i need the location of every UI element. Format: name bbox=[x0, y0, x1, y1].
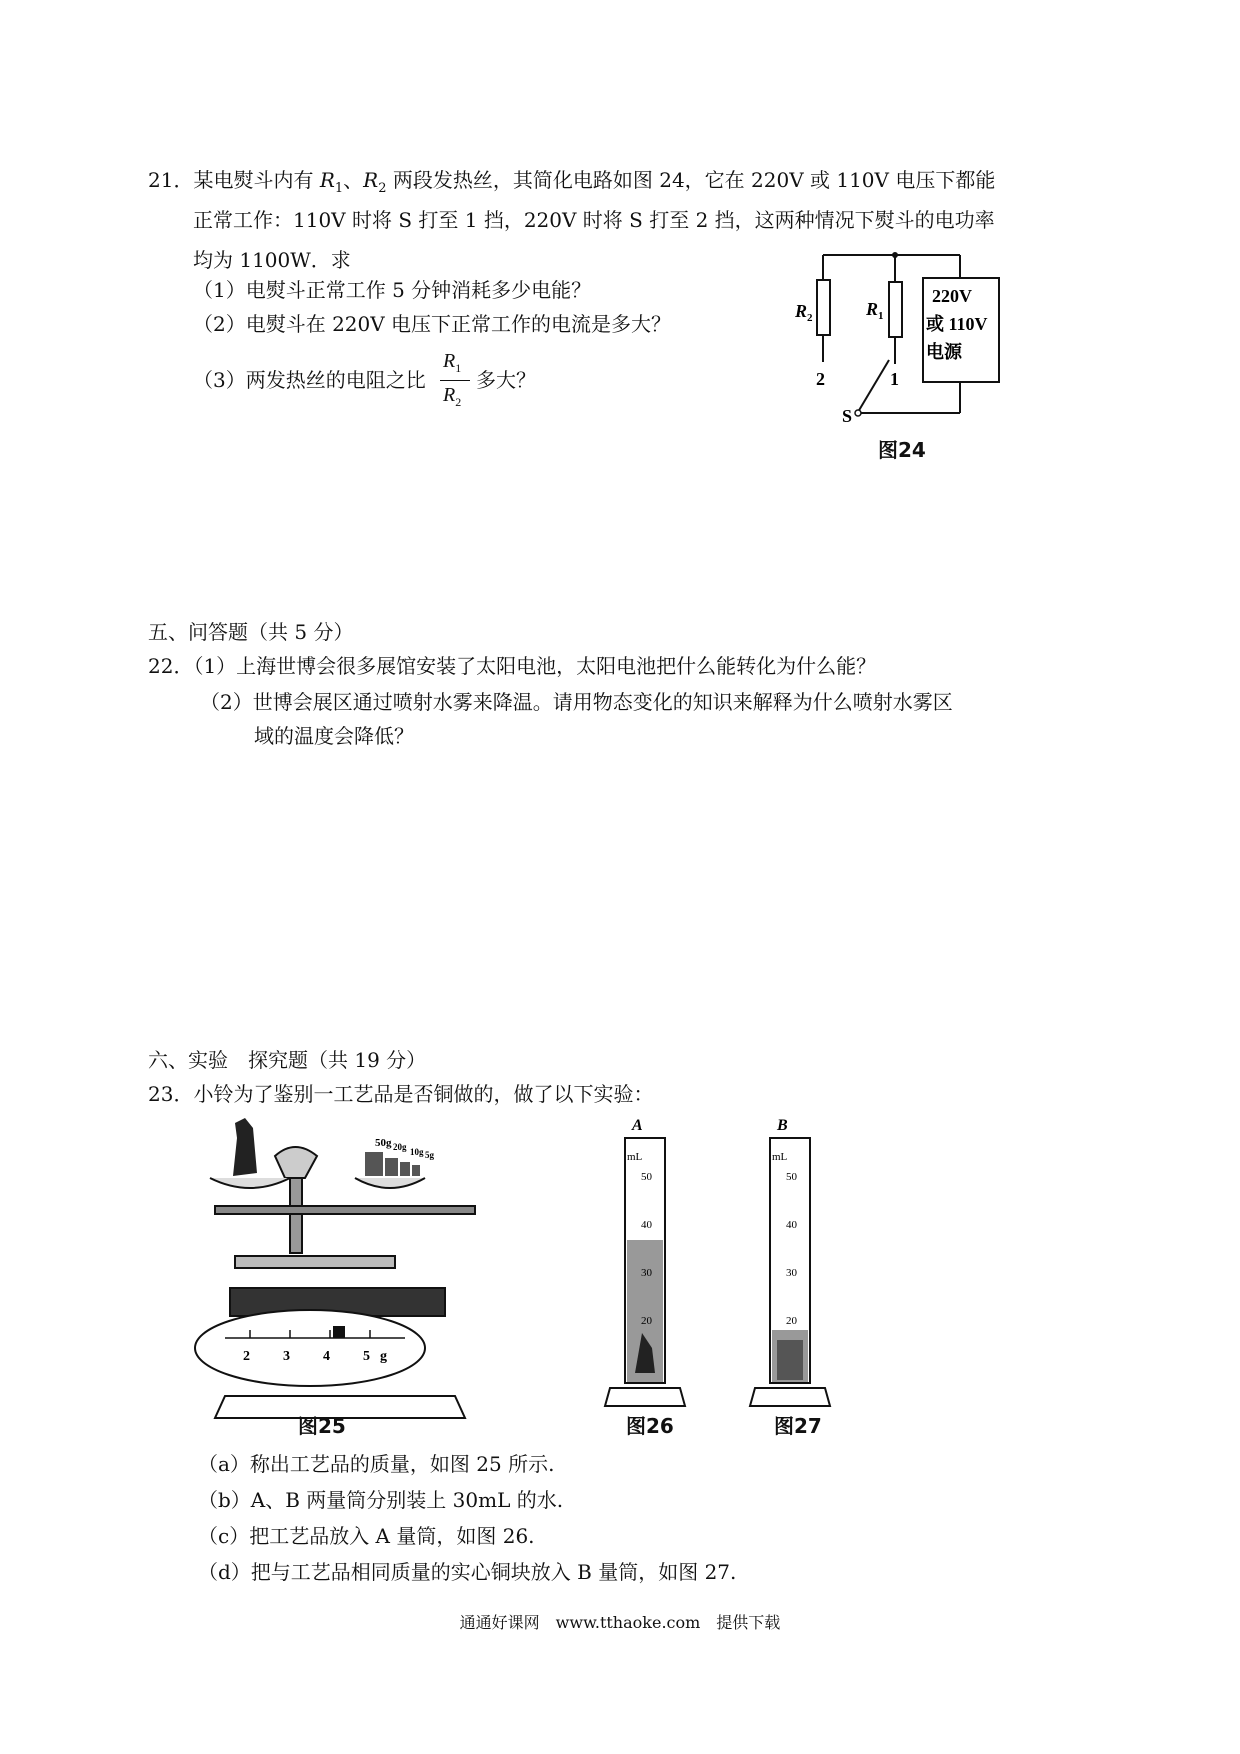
weight-50g bbox=[365, 1152, 383, 1176]
q22-line3: 域的温度会降低？ bbox=[254, 724, 414, 748]
cylinder-a-fig26 bbox=[600, 1118, 690, 1408]
cylinder-b-tick-20: 20 bbox=[786, 1315, 797, 1327]
step-d: （d）把与工艺品相同质量的实心铜块放入 B 量筒，如图 27. bbox=[198, 1560, 737, 1584]
q21-sub-q3-pre: （3）两发热丝的电阻之比 bbox=[193, 368, 426, 392]
cylinder-b-tick-50: 50 bbox=[786, 1171, 797, 1183]
source-text-110v: 或 110V bbox=[926, 314, 988, 334]
cylinder-b-tick-30: 30 bbox=[786, 1267, 797, 1279]
fig26-caption: 图26 bbox=[626, 1414, 674, 1438]
q22-line2: （2）世博会展区通过喷射水雾来降温。请用物态变化的知识来解释为什么喷射水雾区 bbox=[200, 690, 953, 714]
artwork-figurine bbox=[233, 1118, 257, 1176]
label-r2: $R_2$ bbox=[795, 301, 813, 324]
q21-line1: 21．某电熨斗内有 $R_1$、$R_2$ 两段发热丝，其简化电路如图 24，它在 220V 或 110V 电压下都能 bbox=[148, 168, 996, 196]
q22-line1: 22．（1）上海世博会很多展馆安装了太阳电池，太阳电池把什么能转化为什么能？ bbox=[148, 654, 877, 678]
balance-beam bbox=[215, 1206, 475, 1214]
terminal-1: 1 bbox=[890, 369, 899, 389]
cylinder-a-unit: mL bbox=[627, 1151, 643, 1163]
q21-sub-q3-post: 多大？ bbox=[476, 368, 536, 392]
label-r1: $R_1$ bbox=[866, 299, 884, 322]
switch-blade bbox=[858, 360, 889, 412]
scale-zoom-ellipse bbox=[195, 1310, 425, 1386]
fraction-bar bbox=[440, 380, 470, 381]
weight-20g bbox=[385, 1158, 398, 1176]
source-text-220v: 220V bbox=[932, 286, 972, 306]
pointer-head bbox=[275, 1147, 317, 1178]
section6-title: 六、实验 探究题（共 19 分） bbox=[148, 1048, 427, 1072]
cylinder-a-base bbox=[605, 1388, 685, 1406]
cylinder-a-tick-20: 20 bbox=[641, 1315, 652, 1327]
fraction-numerator: $R_1$ bbox=[443, 350, 462, 375]
step-c: （c）把工艺品放入 A 量筒，如图 26. bbox=[198, 1524, 535, 1548]
step-a: （a）称出工艺品的质量，如图 25 所示. bbox=[198, 1452, 555, 1476]
cylinder-b-label: B bbox=[777, 1117, 788, 1134]
right-pan bbox=[355, 1178, 425, 1188]
cylinder-b-unit: mL bbox=[772, 1151, 788, 1163]
q21-sub-q2: （2）电熨斗在 220V 电压下正常工作的电流是多大？ bbox=[193, 312, 672, 336]
terminal-2: 2 bbox=[816, 369, 825, 389]
rider bbox=[333, 1326, 345, 1338]
circuit-diagram-fig24 bbox=[790, 250, 988, 426]
scale-4: 4 bbox=[323, 1349, 330, 1364]
fraction-denominator: $R_2$ bbox=[443, 384, 462, 409]
weight-5g bbox=[412, 1165, 420, 1176]
weight-label-20g: 20g bbox=[393, 1142, 407, 1152]
weight-10g bbox=[400, 1162, 410, 1176]
q23-intro: 23．小铃为了鉴别一工艺品是否铜做的，做了以下实验： bbox=[148, 1082, 654, 1106]
scale-3: 3 bbox=[283, 1349, 290, 1364]
cylinder-a-tick-50: 50 bbox=[641, 1171, 652, 1183]
cylinder-b-tick-40: 40 bbox=[786, 1219, 797, 1231]
junction-dot bbox=[892, 252, 898, 258]
q21-line2: 正常工作：110V 时将 S 打至 1 挡，220V 时将 S 打至 2 挡，这两种情况下熨斗的电功率 bbox=[193, 208, 995, 232]
cylinder-a-tick-30: 30 bbox=[641, 1267, 652, 1279]
scale-unit: g bbox=[380, 1349, 387, 1364]
step-b: （b）A、B 两量筒分别装上 30mL 的水. bbox=[198, 1488, 564, 1512]
source-text-label: 电源 bbox=[926, 342, 962, 362]
switch-label: S bbox=[842, 406, 853, 426]
balance-fig25 bbox=[205, 1118, 465, 1408]
cylinder-b-base bbox=[750, 1388, 830, 1406]
page-footer: 通通好课网 www.tthaoke.com 提供下载 bbox=[459, 1613, 781, 1632]
switch-pivot bbox=[855, 410, 861, 416]
weight-label-10g: 10g bbox=[410, 1147, 424, 1157]
q21-line3: 均为 1100W．求 bbox=[193, 248, 351, 272]
section5-title: 五、问答题（共 5 分） bbox=[148, 620, 354, 644]
q21-sub-q1: （1）电熨斗正常工作 5 分钟消耗多少电能？ bbox=[193, 278, 592, 302]
fig27-caption: 图27 bbox=[774, 1414, 822, 1438]
resistor-r1 bbox=[889, 282, 902, 337]
fig24-caption: 图24 bbox=[878, 438, 926, 462]
scale-2: 2 bbox=[243, 1349, 250, 1364]
fig25-caption: 图25 bbox=[298, 1414, 346, 1438]
rider-scale-bar bbox=[235, 1256, 395, 1268]
cylinder-b-fig27 bbox=[745, 1118, 835, 1408]
cylinder-a-label: A bbox=[632, 1117, 643, 1134]
copper-block bbox=[777, 1340, 803, 1380]
weight-label-5g: 5g bbox=[425, 1150, 434, 1160]
left-pan bbox=[210, 1178, 290, 1188]
scale-5: 5 bbox=[363, 1349, 370, 1364]
cylinder-a-tick-40: 40 bbox=[641, 1219, 652, 1231]
resistor-r2 bbox=[817, 280, 830, 335]
weight-label-50g: 50g bbox=[375, 1137, 392, 1149]
